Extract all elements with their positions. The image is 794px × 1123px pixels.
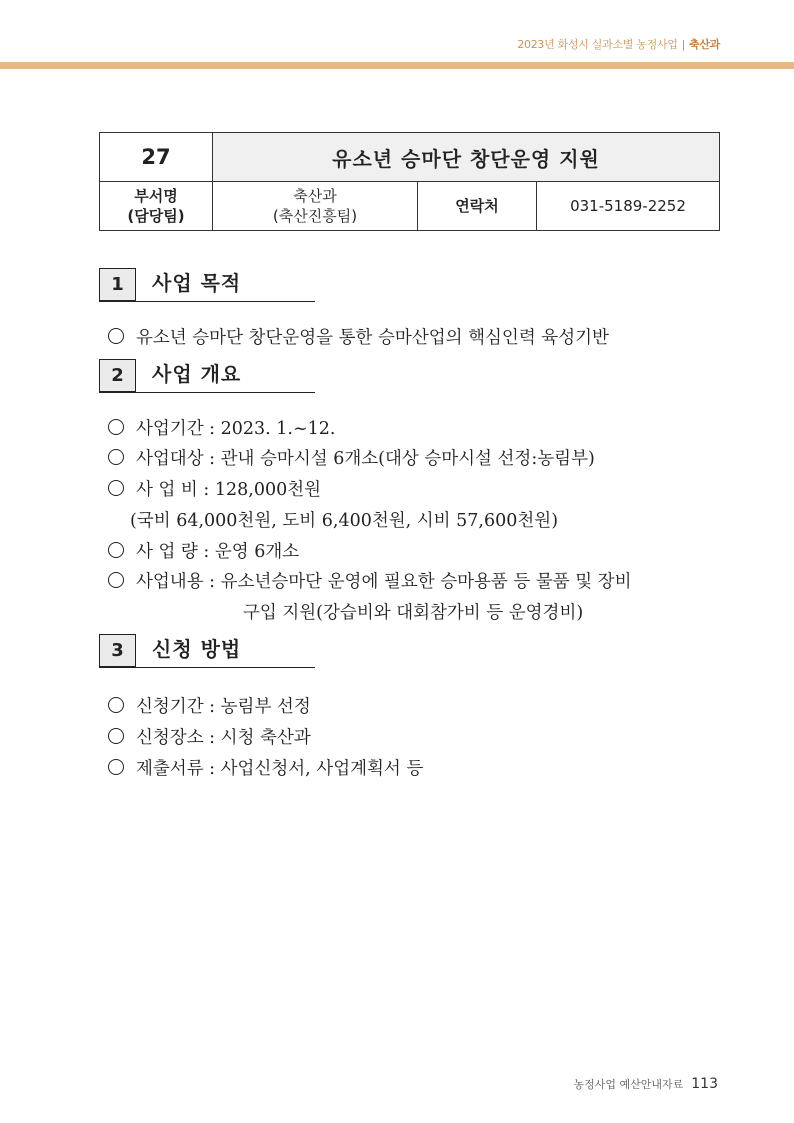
header-separator: |	[681, 38, 686, 51]
list-item-text: 사 업 비 : 128,000천원	[136, 480, 322, 500]
list-item-text: 유소년 승마단 창단운영을 통한 승마산업의 핵심인력 육성기반	[136, 328, 609, 348]
dept-value-line2: (축산진흥팀)	[272, 207, 358, 225]
circle-bullet-icon	[108, 572, 124, 588]
circle-bullet-icon	[108, 328, 124, 344]
header-doc-title: 2023년 화성시 실과소별 농정사업	[517, 38, 678, 51]
dept-label-line1: 부서명	[134, 187, 178, 205]
list-item	[108, 476, 321, 501]
list-item	[108, 724, 311, 749]
circle-bullet-icon	[108, 449, 124, 465]
list-item-text: 신청기간 : 농림부 선정	[136, 697, 311, 717]
section-title: 사업 목적	[152, 271, 242, 295]
section-number: 3	[99, 634, 136, 667]
list-item	[108, 445, 595, 470]
circle-bullet-icon	[108, 697, 124, 713]
list-item-continuation: (국비 64,000천원, 도비 6,400천원, 시비 57,600천원)	[130, 511, 559, 531]
list-item	[108, 568, 632, 593]
footer-book-title: 농정사업 예산안내자료	[573, 1078, 684, 1091]
project-info-table	[99, 132, 720, 231]
header-rule	[0, 62, 794, 69]
list-item-text: 신청장소 : 시청 축산과	[136, 728, 311, 748]
project-title: 유소년 승마단 창단운영 지원	[213, 133, 720, 182]
list-item-text: 제출서류 : 사업신청서, 사업계획서 등	[136, 759, 424, 779]
page-number: 113	[691, 1076, 718, 1092]
circle-bullet-icon	[108, 728, 124, 744]
contact-label: 연락처	[418, 182, 537, 231]
circle-bullet-icon	[108, 759, 124, 775]
dept-value	[213, 182, 418, 231]
list-item-text: 사업기간 : 2023. 1.~12.	[136, 419, 336, 439]
section-title: 신청 방법	[152, 637, 242, 661]
list-item-text: 사업내용 : 유소년승마단 운영에 필요한 승마용품 등 물품 및 장비	[136, 572, 632, 592]
section-number: 1	[99, 268, 136, 301]
dept-value-line1: 축산과	[293, 187, 337, 205]
list-item-continuation: 구입 지원(강습비와 대회참가비 등 운영경비)	[243, 603, 584, 623]
section-title: 사업 개요	[152, 362, 242, 386]
section-heading-purpose	[99, 268, 315, 302]
section-heading-overview	[99, 359, 315, 393]
list-item	[108, 693, 311, 718]
project-number: 27	[100, 133, 213, 182]
page-footer	[574, 1076, 719, 1092]
list-item	[108, 538, 299, 563]
section-heading-application	[99, 634, 315, 668]
contact-value: 031-5189-2252	[537, 182, 720, 231]
list-item-text: 사업대상 : 관내 승마시설 6개소(대상 승마시설 선정:농림부)	[136, 449, 595, 469]
dept-label-line2: (담당팀)	[127, 207, 185, 225]
list-item	[108, 755, 423, 780]
running-header	[517, 36, 720, 52]
circle-bullet-icon	[108, 480, 124, 496]
circle-bullet-icon	[108, 542, 124, 558]
list-item-text: 사 업 량 : 운영 6개소	[136, 542, 300, 562]
list-item	[108, 324, 609, 349]
header-department: 축산과	[689, 38, 720, 51]
list-item	[108, 415, 336, 440]
dept-label	[100, 182, 213, 231]
section-number: 2	[99, 359, 136, 392]
circle-bullet-icon	[108, 419, 124, 435]
